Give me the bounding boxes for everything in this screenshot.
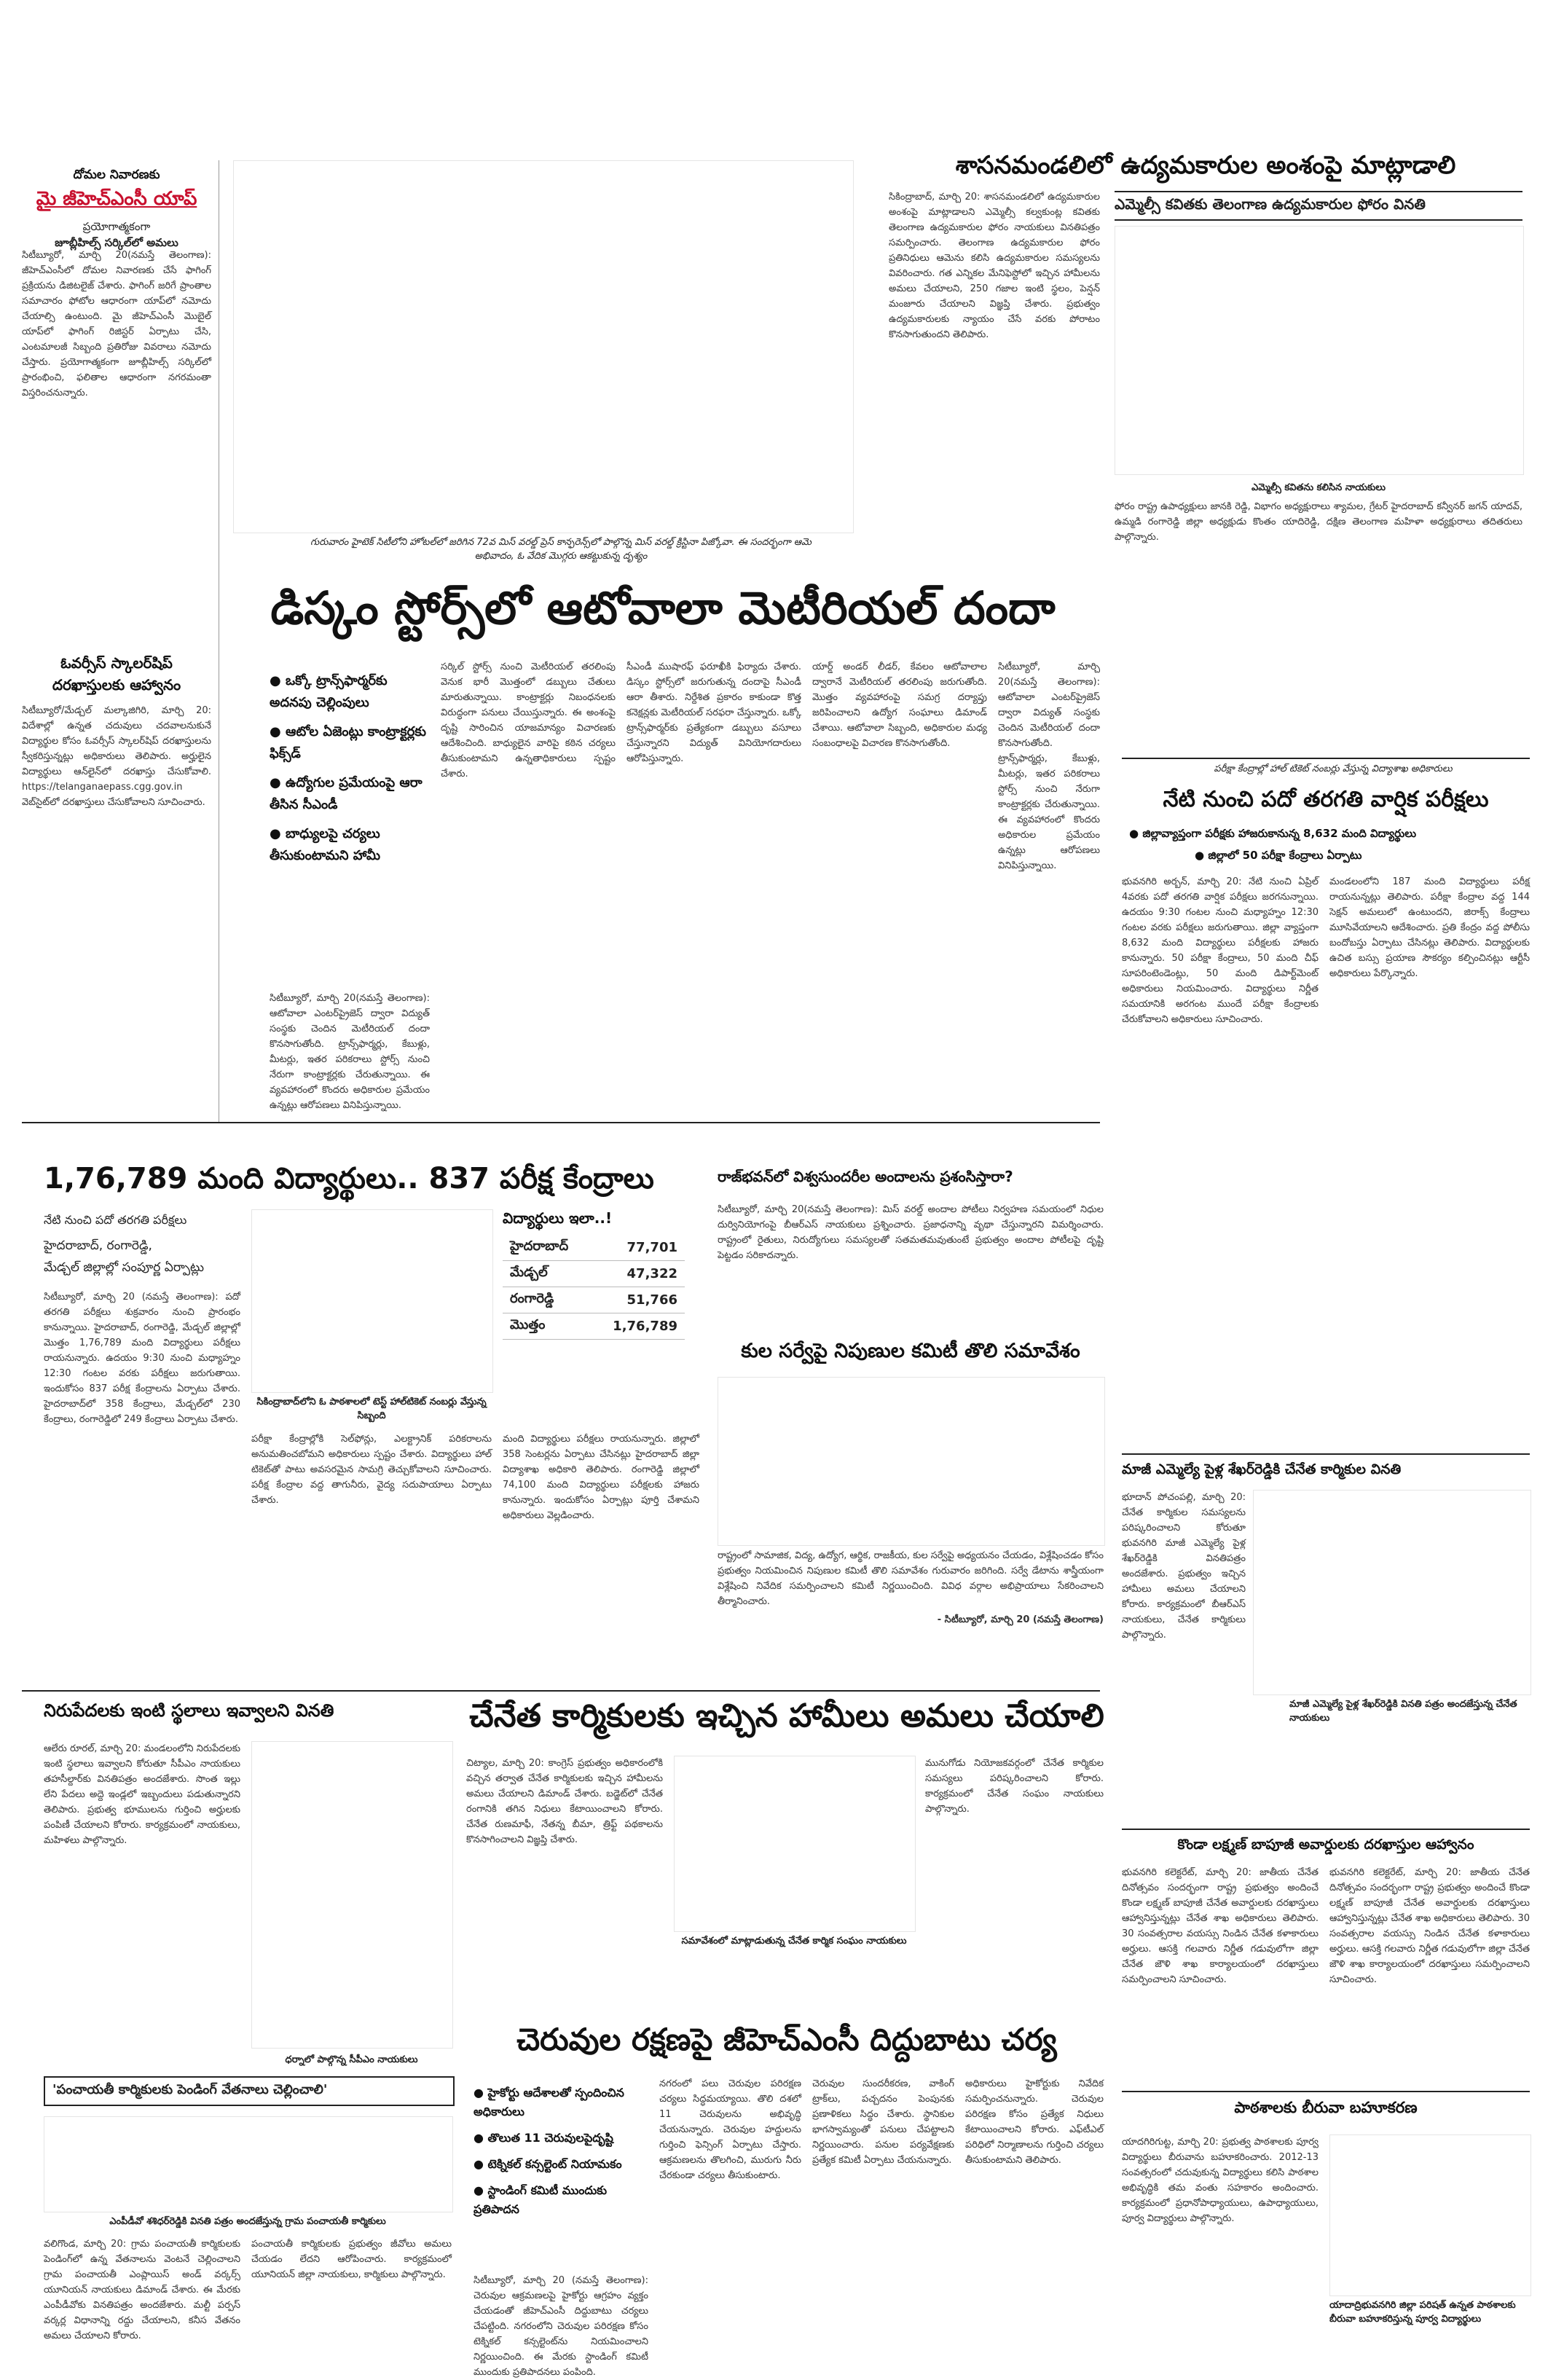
kavitha-photo-caption: ఎమ్మెల్సీ కవితను కలిసిన నాయకులు xyxy=(1252,482,1386,493)
pathashala-photo xyxy=(1329,2134,1531,2296)
panchayat-caption: ఎంపీడీవో శశిధర్‌రెడ్డికి వినతి పత్రం అందజేస్తున్న గ్రామ పంచాయతీ కార్మికులు xyxy=(109,2216,386,2227)
cheruvu-col1-text: సిటీబ్యూరో, మార్చి 20 (నమస్తే తెలంగాణ): చెరువుల ఆక్రమణలపై హైకోర్టు ఆగ్రహం వ్యక్తం చేయడంతో జీహెచ్‌ఎంసీ దిద్దుబాటు చర్యలు చేపట్టింది. నగరంలోని చెరువుల పరిరక్షణ కోసం టెక్నికల్ కన్సల్టెంట్‌ను నియమించాలని నిర్ణయించింది. ఈ మేరకు స్టాండింగ్ కమిటీ ముందుకు ప్రతిపాదనలు పంపింది. xyxy=(474,2275,648,2378)
nirupedalaku-photo xyxy=(251,1741,453,2049)
panchayat-col2-text: పంచాయతీ కార్మికులకు ప్రభుత్వం జీవోలు అమలు చేయడం లేదని ఆరోపించారు. కార్యక్రమంలో యూనియన్ జిల్లా నాయకులు, కార్మికులు పాల్గొన్నారు. xyxy=(251,2239,452,2280)
left-top-headline: మై జీహెచ్‌ఎంసీ యాప్ xyxy=(36,188,197,210)
maji-mla-headline: మాజీ ఎమ్మెల్యే పైళ్ల శేఖర్‌రెడ్డికి చేనేత కార్మికుల వినతి xyxy=(1122,1453,1530,1480)
chenetha-col1-text: చిట్యాల, మార్చి 20: కాంగ్రెస్ ప్రభుత్వం అధికారంలోకి వచ్చిన తర్వాత చేనేత కార్మికులకు ఇచ్చిన హామీలను అమలు చేయాలని డిమాండ్ చేశారు. బడ్జెట్‌లో చేనేత రంగానికి తగిన నిధులు కేటాయించాలని కోరారు. చేనేత రుణమాఫీ, నేతన్న బీమా, త్రిఫ్ట్ పథకాలను కొనసాగించాలని విజ్ఞప్తి చేశారు. xyxy=(466,1758,663,1845)
students-col3 xyxy=(503,1431,699,1683)
nirupedalaku-headline: నిరుపేదలకు ఇంటి స్థలాలు ఇవ్వాలని వినతి xyxy=(44,1700,334,1721)
students-sub1: నేటి నుంచి పదో తరగతి పరీక్షలు xyxy=(44,1213,187,1227)
exams-bullet1: ● జిల్లావ్యాప్తంగా పరీక్షకు హాజరుకానున్న 8,632 మంది విద్యార్థులు xyxy=(1129,827,1417,840)
table-cell-value: 47,322 xyxy=(590,1261,685,1287)
discom-col2 xyxy=(441,659,616,1107)
left-mid-body xyxy=(22,703,211,1107)
left-top-body xyxy=(22,248,211,641)
students-table-title: విద్యార్థులు ఇలా..! xyxy=(503,1209,613,1227)
rajbhavan-body-text: సిటీబ్యూరో, మార్చి 20(నమస్తే తెలంగాణ): మిస్ వరల్డ్ అందాల పోటీలు నిర్వహణ సమయంలో నిధుల దుర్వినియోగంపై బీఆర్‌ఎస్ నాయకులు ప్రశ్నించారు. ప్రజాధనాన్ని వృథా చేస్తున్నారని విమర్శించారు. రాష్ట్రంలో రైతులు, నిరుద్యోగులు సమస్యలతో సతమతమవుతుంటే ప్రభుత్వం అందాల పోటీలపై దృష్టి పెట్టడం సరికాదన్నారు. xyxy=(718,1204,1104,1261)
left-top-sub1: ప్రయోగాత్మకంగా xyxy=(82,220,151,233)
table-cell-label: రంగారెడ్డి xyxy=(503,1287,590,1313)
cheruvu-col4 xyxy=(965,2076,1104,2368)
discom-col4-text: యార్డ్ అండర్ లీడర్, కేవలం ఆటోవాలాల ద్వారానే మెటీరియల్ తరలింపు జరుగుతోంది. మొత్తం వ్యవహారంపై సమగ్ర దర్యాప్తు జరిపించాలని ఉద్యోగ సంఘాలు డిమాండ్ చేశాయి. ఆటోవాలా సిబ్బంది, అధికారుల మధ్య సంబంధాలపై విచారణ కొనసాగుతోంది. xyxy=(812,661,987,749)
panchayat-headline: 'పంచాయతీ కార్మికులకు పెండింగ్ వేతనాలు చెల్లించాలి' xyxy=(44,2076,455,2106)
left-top-article xyxy=(22,168,211,252)
students-sub3: మేడ్చల్ జిల్లాల్లో సంపూర్ణ ఏర్పాట్లు xyxy=(44,1260,205,1275)
exams-col2-text: మండలంలోని 187 మంది విద్యార్థులు పరీక్ష రాయనున్నట్లు తెలిపారు. పరీక్షా కేంద్రాల వద్ద 144 సెక్షన్ అమలులో ఉంటుందని, జిరాక్స్ కేంద్రాలు మూసివేయాలని ఆదేశించారు. ప్రతి కేంద్రం వద్ద పోలీసు బందోబస్తు ఏర్పాటు చేసినట్లు తెలిపారు. విద్యార్థులకు ఉచిత బస్సు ప్రయాణ సౌకర్యం కల్పించినట్లు ఆర్టీసీ అధికారులు పేర్కొన్నారు. xyxy=(1329,876,1530,979)
panchayat-col2 xyxy=(251,2236,452,2368)
panchayat-photo xyxy=(44,2116,453,2212)
rajbhavan-body xyxy=(718,1202,1104,1326)
cheruvu-bullet-text: టెక్నికల్ కన్సల్టెంట్ నియామకం xyxy=(487,2157,622,2171)
table-cell-value: 1,76,789 xyxy=(590,1313,685,1340)
konda-col2 xyxy=(1329,1865,1530,2076)
exams-bullet1-text: జిల్లావ్యాప్తంగా పరీక్షకు హాజరుకానున్న 8,632 మంది విద్యార్థులు xyxy=(1142,827,1417,840)
discom-bullet: ● ఒక్కో ట్రాన్స్‌ఫార్మర్‌కు అదనపు చెల్లింపులు xyxy=(270,673,388,710)
cheruvu-bullet-text: హైకోర్టు ఆదేశాలతో స్పందించిన అధికారులు xyxy=(474,2086,624,2118)
chenetha-headline: చేనేత కార్మికులకు ఇచ్చిన హామీలు అమలు చేయాలి xyxy=(469,1697,1104,1735)
kula-photo xyxy=(718,1377,1105,1546)
students-table-grid xyxy=(503,1235,685,1340)
cheruvu-bullets xyxy=(474,2084,641,2219)
maji-mla-body-text: భూదాన్ పోచంపల్లి, మార్చి 20: చేనేత కార్మికుల సమస్యలను పరిష్కరించాలని కోరుతూ భువనగిరి మాజీ ఎమ్మెల్యే పైళ్ల శేఖర్‌రెడ్డికి వినతిపత్రం అందజేశారు. ప్రభుత్వం ఇచ్చిన హామీలు అమలు చేయాలని కోరారు. కార్యక్రమంలో బీఆర్‌ఎస్ నాయకులు, చేనేత కార్మికులు పాల్గొన్నారు. xyxy=(1122,1492,1246,1641)
left-top-kicker: దోమల నివారణకు xyxy=(73,168,160,182)
miss-world-photo xyxy=(233,160,854,533)
chenetha-col1 xyxy=(466,1756,663,2003)
students-col2-text: పరీక్షా కేంద్రాల్లోకి సెల్‌ఫోన్లు, ఎలక్ట్రానిక్ పరికరాలను అనుమతించబోమని అధికారులు స్పష్టం చేశారు. విద్యార్థులు హాల్ టికెట్‌తో పాటు అవసరమైన సామగ్రి తెచ్చుకోవాలని సూచించారు. పరీక్ష కేంద్రాల వద్ద తాగునీరు, వైద్య సదుపాయాలు ఏర్పాటు చేశారు. xyxy=(251,1434,492,1506)
discom-bullet-text: ఆటోల ఏజెంట్లు కాంట్రాక్టర్లకు ఫిక్స్‌డ్ xyxy=(270,724,426,761)
kavitha-photo xyxy=(1115,226,1524,475)
top-right-body-text: సికింద్రాబాద్, మార్చి 20: శాసనమండలిలో ఉద్యమకారుల అంశంపై మాట్లాడాలని ఎమ్మెల్సీ కల్వకుంట్ల కవితకు తెలంగాణ ఉద్యమకారుల ఫోరం నాయకులు వినతిపత్రం సమర్పించారు. తెలంగాణ ఉద్యమకారుల ఫోరం ప్రతినిధులు ఆమెను కలిసి ఉద్యమకారుల సమస్యలను వివరించారు. గత ఎన్నికల మేనిఫెస్టోలో ఇచ్చిన హామీలను అమలు చేయాలని, 250 గజాల ఇంటి స్థలం, పెన్షన్ మంజూరు చేయాలని విజ్ఞప్తి చేశారు. ప్రభుత్వం ఉద్యమకారులకు న్యాయం చేసే వరకు పోరాటం కొనసాగుతుందని తెలిపారు. xyxy=(889,192,1100,340)
pathashala-caption: యాదాద్రిభువనగిరి జిల్లా పరిషత్ ఉన్నత పాఠశాలకు బీరువా బహూకరిస్తున్న పూర్వ విద్యార్థులు xyxy=(1329,2300,1516,2325)
table-row xyxy=(503,1287,685,1313)
cheruvu-col4-text: అధికారులు హైకోర్టుకు నివేదిక సమర్పించనున్నారు. చెరువుల పరిరక్షణ కోసం ప్రత్యేక నిధులు కేటాయించాలని కోరారు. ఎఫ్‌టీఎల్ పరిధిలో నిర్మాణాలను గుర్తించి చర్యలు తీసుకుంటామని తెలిపారు. xyxy=(965,2078,1104,2166)
table-row xyxy=(503,1313,685,1340)
maji-mla-caption: మాజీ ఎమ్మెల్యే పైళ్ల శేఖర్‌రెడ్డికి వినతి పత్రం అందజేస్తున్న చేనేత నాయకులు xyxy=(1289,1699,1517,1724)
cheruvu-bullet-text: స్టాండింగ్ కమిటీ ముందుకు ప్రతిపాదన xyxy=(474,2183,608,2216)
discom-col1 xyxy=(270,991,430,1111)
kula-credit: - సిటీబ్యూరో, మార్చి 20 (నమస్తే తెలంగాణ) xyxy=(937,1614,1104,1625)
table-row xyxy=(503,1261,685,1287)
chenetha-col2 xyxy=(925,1756,1104,2003)
discom-col5 xyxy=(998,659,1100,1107)
students-photo xyxy=(251,1209,493,1393)
left-top-body-text: సిటీబ్యూరో, మార్చి 20(నమస్తే తెలంగాణ): జీహెచ్‌ఎంసీలో దోమల నివారణకు చేసే ఫాగింగ్ ప్రక్రియను డిజిటలైజ్ చేశారు. ఫాగింగ్ జరిగే ప్రాంతాల సమాచారం ఫోటోల ఆధారంగా యాప్‌లో నమోదు చేయాల్సి ఉంటుంది. మై జీహెచ్‌ఎంసీ మొబైల్ యాప్‌లో ఫాగింగ్ రిజిస్టర్ ఏర్పాటు చేసి, ఎంటమాలజీ సిబ్బంది ప్రతిరోజు వివరాలు నమోదు చేస్తారు. ప్రయోగాత్మకంగా జూబ్లీహిల్స్ సర్కిల్‌లో ప్రారంభించి, ఫలితాల ఆధారంగా నగరమంతా విస్తరించనున్నారు. xyxy=(22,250,211,398)
miss-world-caption: గురువారం హైటెక్ సిటీలోని హోటల్‌లో జరిగిన 72వ మిస్ వరల్డ్ ప్రెస్ కాన్ఫరెన్స్‌లో పాల్గొన్న మిస్ వరల్డ్ క్రిస్టినా పిజ్కోవా. ఈ సందర్భంగా ఆమె అభివాదం, ఓ వేదిక మొగ్గరు ఆకట్టుకున్న దృశ్యం xyxy=(310,537,812,562)
pathashala-body-text: యాదగిరిగుట్ట, మార్చి 20: ప్రభుత్వ పాఠశాలకు పూర్వ విద్యార్థులు బీరువాను బహూకరించారు. 2012-13 సంవత్సరంలో చదువుకున్న విద్యార్థులు కలిసి పాఠశాల అభివృద్ధికి తమ వంతు సహకారం అందించారు. కార్యక్రమంలో ప్రధానోపాధ్యాయులు, ఉపాధ్యాయులు, పూర్వ విద్యార్థులు పాల్గొన్నారు. xyxy=(1122,2137,1319,2224)
left-mid-headline: ఓవర్సీస్ స్కాలర్‌షిప్ దరఖాస్తులకు ఆహ్వానం xyxy=(52,654,181,694)
discom-bullet-text: బాధ్యులపై చర్యలు తీసుకుంటామని హామీ xyxy=(270,826,381,863)
cheruvu-col1 xyxy=(474,2273,648,2378)
table-cell-label: హైదరాబాద్ xyxy=(503,1235,590,1261)
discom-col5-text: సిటీబ్యూరో, మార్చి 20(నమస్తే తెలంగాణ): ఆటోవాలా ఎంటర్‌ప్రైజెస్ ద్వారా విద్యుత్ సంస్థకు చెందిన మెటీరియల్ దందా కొనసాగుతోంది. ట్రాన్స్‌ఫార్మర్లు, కేబుళ్లు, మీటర్లు, ఇతర పరికరాలు స్టోర్స్ నుంచి నేరుగా కాంట్రాక్టర్లకు చేరుతున్నాయి. ఈ వ్యవహారంలో కొందరు అధికారుల ప్రమేయం ఉన్నట్లు ఆరోపణలు వినిపిస్తున్నాయి. xyxy=(998,661,1100,871)
kavitha-photo-body-text: ఫోరం రాష్ట్ర ఉపాధ్యక్షులు జానకి రెడ్డి, విభాగం అధ్యక్షురాలు శ్యామల, గ్రేటర్ హైదరాబాద్ కన్వీనర్ జగన్ యాదవ్, ఉమ్మడి రంగారెడ్డి జిల్లా అధ్యక్షుడు కొంతం యాదిరెడ్డి, దక్షిణ తెలంగాణ మహిళా అధ్యక్షురాలు తదితరులు పాల్గొన్నారు. xyxy=(1115,501,1522,543)
chenetha-photo xyxy=(674,1756,916,1932)
discom-col4 xyxy=(812,659,987,1107)
rajbhavan-headline: రాజ్‌భవన్‌లో విశ్వసుందరీల అందాలను ప్రశంసిస్తారా? xyxy=(718,1168,1013,1185)
cheruvu-bullet: ● స్టాండింగ్ కమిటీ ముందుకు ప్రతిపాదన xyxy=(474,2183,608,2216)
panchayat-col1 xyxy=(44,2236,240,2368)
cheruvu-bullet: ● హైకోర్టు ఆదేశాలతో స్పందించిన అధికారులు xyxy=(474,2086,624,2118)
konda-col2-text: భువనగిరి కలెక్టరేట్, మార్చి 20: జాతీయ చేనేత దినోత్సవం సందర్భంగా రాష్ట్ర ప్రభుత్వం అందించే కొండా లక్ష్మణ్ బాపూజీ చేనేత అవార్డులకు దరఖాస్తులు ఆహ్వానిస్తున్నట్లు చేనేత శాఖ అధికారులు తెలిపారు. 30 సంవత్సరాల వయస్సు నిండిన చేనేత కళాకారులు అర్హులు. ఆసక్తి గలవారు నిర్ణీత గడువులోగా జిల్లా చేనేత జౌళి శాఖ కార్యాలయంలో దరఖాస్తులు సమర్పించాలని సూచించారు. xyxy=(1329,1867,1530,1985)
discom-col1-text: సిటీబ్యూరో, మార్చి 20(నమస్తే తెలంగాణ): ఆటోవాలా ఎంటర్‌ప్రైజెస్ ద్వారా విద్యుత్ సంస్థకు చెందిన మెటీరియల్ దందా కొనసాగుతోంది. ట్రాన్స్‌ఫార్మర్లు, కేబుళ్లు, మీటర్లు, ఇతర పరికరాలు స్టోర్స్ నుంచి నేరుగా కాంట్రాక్టర్లకు చేరుతున్నాయి. ఈ వ్యవహారంలో కొందరు అధికారుల ప్రమేయం ఉన్నట్లు ఆరోపణలు వినిపిస్తున్నాయి. xyxy=(270,993,430,1111)
table-cell-label: మేడ్చల్ xyxy=(503,1261,590,1287)
exams-col1 xyxy=(1122,874,1319,1435)
discom-bullet: ● ఉద్యోగుల ప్రమేయంపై ఆరా తీసిన సీఎండీ xyxy=(270,775,423,812)
top-right-headline: శాసనమండలిలో ఉద్యమకారుల అంశంపై మాట్లాడాలి xyxy=(955,151,1456,180)
discom-bullets xyxy=(270,670,430,867)
students-headline: 1,76,789 మంది విద్యార్థులు.. 837 పరీక్ష కేంద్రాలు xyxy=(44,1162,654,1195)
exams-col2 xyxy=(1329,874,1530,1435)
kula-body xyxy=(718,1548,1104,1650)
exams-kicker: పరీక్షా కేంద్రాల్లో హాల్ టికెట్ నంబర్లు వేస్తున్న విద్యాశాఖ అధికారులు xyxy=(1214,763,1453,774)
panchayat-col1-text: వలిగొండ, మార్చి 20: గ్రామ పంచాయతీ కార్మికులకు పెండింగ్‌లో ఉన్న వేతనాలను వెంటనే చెల్లించాలని గ్రామ పంచాయతీ ఎంప్లాయిస్ అండ్ వర్కర్స్ యూనియన్ నాయకులు డిమాండ్ చేశారు. ఈ మేరకు ఎంపీడీవోకు వినతిపత్రం అందజేశారు. మల్టీ పర్పస్ వర్కర్ల విధానాన్ని రద్దు చేయాలని, కనీస వేతనం అమలు చేయాలని కోరారు. xyxy=(44,2239,240,2341)
discom-bullet-text: ఉద్యోగుల ప్రమేయంపై ఆరా తీసిన సీఎండీ xyxy=(270,775,423,812)
table-cell-label: మొత్తం xyxy=(503,1313,590,1340)
left-mid-body-text: సిటీబ్యూరో/మేడ్చల్ మల్కాజిగిరి, మార్చి 20: విదేశాల్లో ఉన్నత చదువులు చదవాలనుకునే విద్యార్థుల కోసం ఓవర్సీస్ స్కాలర్‌షిప్ దరఖాస్తులను స్వీకరిస్తున్నట్లు అధికారులు తెలిపారు. అర్హులైన విద్యార్థులు ఆన్‌లైన్‌లో దరఖాస్తు చేసుకోవాలి. https://telanganaepass.cgg.gov.in వెబ్‌సైట్‌లో దరఖాస్తులు చేసుకోవాలని సూచించారు. xyxy=(22,705,211,808)
left-top-sub2: జూబ్లీహిల్స్ సర్కిల్‌లో అమలు xyxy=(55,236,178,249)
top-right-subhead: ఎమ్మెల్సీ కవితకు తెలంగాణ ఉద్యమకారుల ఫోరం వినతి xyxy=(1115,191,1522,221)
kula-headline: కుల సర్వేపై నిపుణుల కమిటీ తొలి సమావేశం xyxy=(741,1340,1080,1362)
kula-body-text: రాష్ట్రంలో సామాజిక, విద్య, ఉద్యోగ, ఆర్థిక, రాజకీయ, కుల సర్వేపై అధ్యయనం చేయడం, విశ్లేషించడం కోసం ప్రభుత్వం నియమించిన నిపుణుల కమిటీ తొలి సమావేశం గురువారం జరిగింది. సర్వే డేటాను శాస్త్రీయంగా విశ్లేషించి నివేదిక సమర్పించాలని కమిటీ నిర్ణయించింది. వివిధ వర్గాల అభిప్రాయాలు సేకరించాలని తీర్మానించారు. xyxy=(718,1550,1104,1607)
nirupedalaku-body-text: ఆలేరు రూరల్, మార్చి 20: మండలంలోని నిరుపేదలకు ఇంటి స్థలాలు ఇవ్వాలని కోరుతూ సీపీఎం నాయకులు తహసీల్దార్‌కు వినతిపత్రం అందజేశారు. సొంత ఇల్లు లేని పేదలు అద్దె ఇండ్లలో ఇబ్బందులు పడుతున్నారని తెలిపారు. ప్రభుత్వ భూములను గుర్తించి అర్హులకు పంపిణీ చేయాలని కోరారు. కార్యక్రమంలో నాయకులు, మహిళలు పాల్గొన్నారు. xyxy=(44,1743,240,1846)
students-table xyxy=(503,1209,692,1340)
discom-headline: డిస్కం స్టోర్స్‌లో ఆటోవాలా మెటీరియల్ దందా xyxy=(270,581,1056,635)
students-col1 xyxy=(44,1289,240,1683)
students-col3-text: మంది విద్యార్థులు పరీక్షలు రాయనున్నారు. జిల్లాలో 358 సెంటర్లను ఏర్పాటు చేసినట్లు హైదరాబాద్ జిల్లా విద్యాశాఖ అధికారి తెలిపారు. రంగారెడ్డి జిల్లాలో 74,100 మంది విద్యార్థులు పరీక్షలకు హాజరు కానున్నారు. ఇందుకోసం ఏర్పాట్లు పూర్తి చేశామని అధికారులు వెల్లడించారు. xyxy=(503,1434,699,1521)
pathashala-body xyxy=(1122,2134,1319,2360)
discom-col3-text: సీఎండీ ముషారఫ్ ఫరూఖీకి ఫిర్యాదు చేశారు. డిస్కం స్టోర్స్‌లో జరుగుతున్న దందాపై సీఎండీ ఆరా తీశారు. నిర్దేశిత ప్రకారం కాకుండా కొత్త కనెక్షన్లకు మెటీరియల్ సరఫరా చేస్తున్నారు. ఒక్కో ట్రాన్స్‌ఫార్మర్‌కు ప్రత్యేకంగా డబ్బులు వసూలు చేస్తున్నారని విద్యుత్ వినియోగదారులు ఆరోపిస్తున్నారు. xyxy=(626,661,801,764)
chenetha-caption: సమావేశంలో మాట్లాడుతున్న చేనేత కార్మిక సంఘం నాయకులు xyxy=(681,1936,907,1947)
kavitha-photo-body xyxy=(1115,499,1522,565)
discom-bullet: ● బాధ్యులపై చర్యలు తీసుకుంటామని హామీ xyxy=(270,826,381,863)
maji-mla-photo xyxy=(1253,1490,1531,1695)
maji-mla-body xyxy=(1122,1490,1246,1796)
students-col1-text: సిటీబ్యూరో, మార్చి 20 (నమస్తే తెలంగాణ): పదో తరగతి పరీక్షలు శుక్రవారం నుంచి ప్రారంభం కానున్నాయి. హైదరాబాద్, రంగారెడ్డి, మేడ్చల్ జిల్లాల్లో మొత్తం 1,76,789 మంది విద్యార్థులు పరీక్షలు రాయనున్నారు. ఉదయం 9:30 నుంచి మధ్యాహ్నం 12:30 గంటల వరకు పరీక్షలు జరుగుతాయి. ఇందుకోసం 837 పరీక్ష కేంద్రాలను ఏర్పాటు చేశారు. హైదరాబాద్‌లో 358 కేంద్రాలు, మేడ్చల్‌లో 230 కేంద్రాలు, రంగారెడ్డిలో 249 కేంద్రాలు ఏర్పాటు చేశారు. xyxy=(44,1292,240,1425)
exams-headline: నేటి నుంచి పదో తరగతి వార్షిక పరీక్షలు xyxy=(1163,787,1489,812)
cheruvu-col2-text: నగరంలో పలు చెరువుల పరిరక్షణ చర్యలు సిద్ధమయ్యాయి. తొలి దశలో 11 చెరువులను అభివృద్ధి చేయనున్నారు. చెరువుల హద్దులను గుర్తించి ఫెన్సింగ్ ఏర్పాటు చేస్తారు. ఆక్రమణలను తొలగించి, మురుగు నీరు చేరకుండా చర్యలు తీసుకుంటారు. xyxy=(659,2078,801,2181)
students-photo-caption: సికింద్రాబాద్‌లోని ఓ పాఠశాలలో టెస్ట్ హాల్‌టికెట్ నంబర్లు వేస్తున్న సిబ్బంది xyxy=(256,1397,487,1421)
nirupedalaku-body xyxy=(44,1741,240,2062)
exams-bullet2: ● జిల్లాలో 50 పరీక్షా కేంద్రాలు ఏర్పాటు xyxy=(1195,849,1362,862)
top-right-body xyxy=(889,189,1100,561)
cheruvu-bullet: ● టెక్నికల్ కన్సల్టెంట్ నియామకం xyxy=(474,2157,622,2171)
discom-bullet: ● ఆటోల ఏజెంట్లు కాంట్రాక్టర్లకు ఫిక్స్‌డ్ xyxy=(270,724,426,761)
konda-col1-text: భువనగిరి కలెక్టరేట్, మార్చి 20: జాతీయ చేనేత దినోత్సవం సందర్భంగా రాష్ట్ర ప్రభుత్వం అందించే కొండా లక్ష్మణ్ బాపూజీ చేనేత అవార్డులకు దరఖాస్తులు ఆహ్వానిస్తున్నట్లు చేనేత శాఖ అధికారులు తెలిపారు. 30 సంవత్సరాల వయస్సు నిండిన చేనేత కళాకారులు అర్హులు. ఆసక్తి గలవారు నిర్ణీత గడువులోగా జిల్లా చేనేత జౌళి శాఖ కార్యాలయంలో దరఖాస్తులు సమర్పించాలని సూచించారు. xyxy=(1122,1867,1319,1985)
cheruvu-bullet-text: తొలుత 11 చెరువులపైదృష్టి xyxy=(487,2131,613,2145)
cheruvu-bullet: ● తొలుత 11 చెరువులపైదృష్టి xyxy=(474,2131,613,2145)
cheruvu-headline: చెరువుల రక్షణపై జీహెచ్‌ఎంసీ దిద్దుబాటు చర్య xyxy=(516,2022,1057,2057)
students-rule xyxy=(22,1122,1100,1123)
discom-col3 xyxy=(626,659,801,1107)
konda-col1 xyxy=(1122,1865,1319,2076)
cheruvu-col2 xyxy=(659,2076,801,2368)
table-cell-value: 51,766 xyxy=(590,1287,685,1313)
discom-col2-text: సర్కిల్ స్టోర్స్ నుంచి మెటీరియల్ తరలింపు వెనుక భారీ మొత్తంలో డబ్బులు చేతులు మారుతున్నాయి. కాంట్రాక్టర్లు నిబంధనలకు విరుద్ధంగా పనులు చేయిస్తున్నారు. ఈ అంశంపై దృష్టి సారించిన యాజమాన్యం విచారణకు ఆదేశించింది. బాధ్యులైన వారిపై కఠిన చర్యలు తీసుకుంటామని ఉన్నతాధికారులు స్పష్టం చేశారు. xyxy=(441,661,616,779)
discom-bullet-text: ఒక్కో ట్రాన్స్‌ఫార్మర్‌కు అదనపు చెల్లింపులు xyxy=(270,673,388,710)
chenetha-col2-text: మునుగోడు నియోజకవర్గంలో చేనేత కార్మికుల సమస్యలు పరిష్కరించాలని కోరారు. కార్యక్రమంలో చేనేత సంఘం నాయకులు పాల్గొన్నారు. xyxy=(925,1758,1104,1815)
exams-bullet2-text: జిల్లాలో 50 పరీక్షా కేంద్రాలు ఏర్పాటు xyxy=(1208,849,1362,862)
table-row xyxy=(503,1235,685,1261)
students-sub2: హైదరాబాద్, రంగారెడ్డి, xyxy=(44,1238,152,1253)
exams-col1-text: భువనగిరి అర్బన్, మార్చి 20: నేటి నుంచి ఏప్రిల్ 4వరకు పదో తరగతి వార్షిక పరీక్షలు జరగనున్నాయి. ఉదయం 9:30 గంటల నుంచి మధ్యాహ్నం 12:30 గంటల వరకు పరీక్షలు జరుగుతాయి. జిల్లా వ్యాప్తంగా 8,632 మంది విద్యార్థులు పరీక్షలకు హాజరు కానున్నారు. 50 పరీక్షా కేంద్రాలు, 50 మంది చీఫ్ సూపరింటెండెంట్లు, 50 మంది డిపార్ట్‌మెంట్ అధికారులు నియమించారు. విద్యార్థులు నిర్ణీత సమయానికి అరగంట ముందే పరీక్షా కేంద్రాలకు చేరుకోవాలని అధికారులు సూచించారు. xyxy=(1122,876,1319,1025)
cheruvu-col3 xyxy=(812,2076,954,2368)
exams-rule xyxy=(1122,758,1530,759)
students-col2 xyxy=(251,1431,492,1683)
lower-rule xyxy=(22,1690,1100,1692)
pathashala-headline: పాఠశాలకు బీరువా బహూకరణ xyxy=(1122,2091,1530,2118)
table-cell-value: 77,701 xyxy=(590,1235,685,1261)
konda-headline: కొండా లక్ష్మణ్ బాపూజీ అవార్డులకు దరఖాస్తుల ఆహ్వానం xyxy=(1122,1829,1530,1855)
cheruvu-col3-text: చెరువుల సుందరీకరణ, వాకింగ్ ట్రాక్‌లు, పచ్చదనం పెంపునకు ప్రణాళికలు సిద్ధం చేశారు. స్థానికుల భాగస్వామ్యంతో పనులు చేపట్టాలని నిర్ణయించారు. పనుల పర్యవేక్షణకు ప్రత్యేక కమిటీ ఏర్పాటు చేయనున్నారు. xyxy=(812,2078,954,2166)
nirupedalaku-caption: ధర్నాలో పాల్గొన్న సీపీఎం నాయకులు xyxy=(285,2054,418,2065)
